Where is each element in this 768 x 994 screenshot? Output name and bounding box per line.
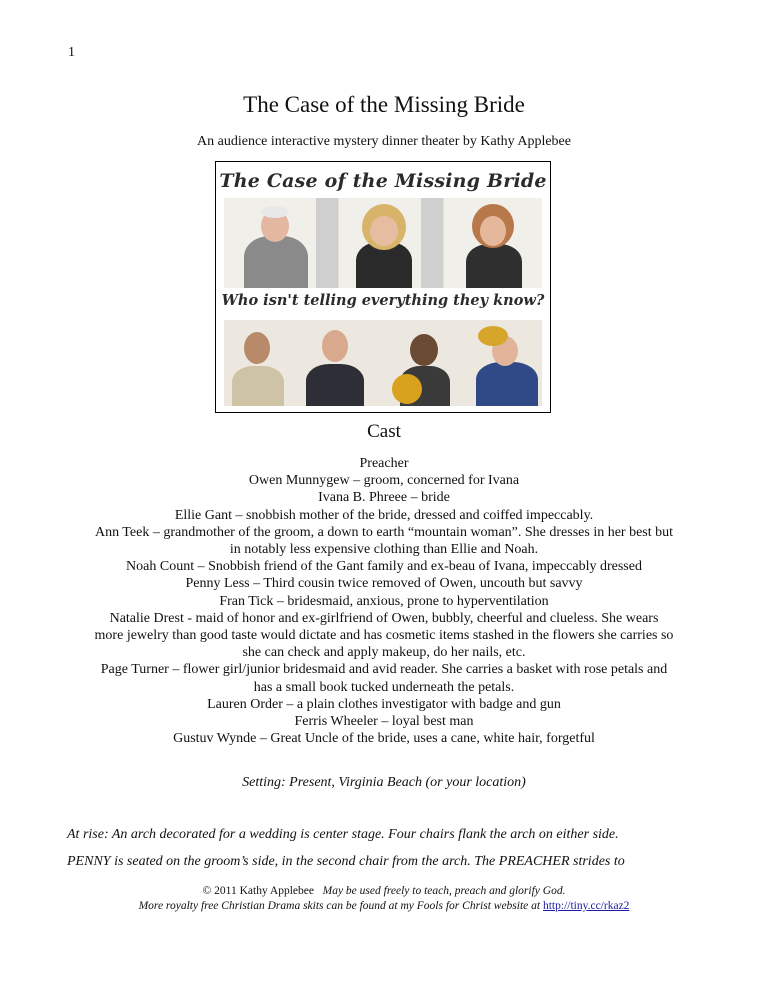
cast-line: Noah Count – Snobbish friend of the Gant family and ex-beau of Ivana, impeccably dressed	[126, 559, 642, 575]
cast-photo-woman-flowers	[392, 330, 458, 406]
cast-line: Page Turner – flower girl/junior bridesmaid and avid reader. She carries a basket with rose petals and	[100, 662, 668, 678]
at-rise-line-2: PENNY is seated on the groom’s side, in the second chair from the arch. The PREACHER strides to	[67, 854, 625, 869]
cast-line: Ivana B. Phreee – bride	[318, 490, 450, 506]
cast-photo-bride	[344, 204, 424, 288]
cast-line: Lauren Order – a plain clothes investigator with badge and gun	[207, 696, 561, 712]
cast-photo-preacher	[236, 206, 316, 288]
footer-website-link[interactable]: http://tiny.cc/rkaz2	[542, 900, 630, 912]
cast-photo-woman	[456, 204, 532, 288]
cast-photo-woman-hat	[470, 326, 542, 406]
setting-line: Setting: Present, Virginia Beach (or your location)	[242, 775, 526, 790]
footer-copyright-text: © 2011 Kathy Applebee	[202, 885, 314, 897]
cast-line: she can check and apply makeup, do her nails, etc.	[242, 645, 526, 661]
cast-heading: Cast	[367, 421, 401, 442]
page-number: 1	[68, 45, 75, 60]
cast-line: Natalie Drest - maid of honor and ex-girlfriend of Owen, bubbly, cheerful and clueless. She wears	[109, 610, 659, 626]
cast-line: Ellie Gant – snobbish mother of the bride, dressed and coiffed impeccably.	[174, 507, 594, 523]
cast-line: Owen Munnygew – groom, concerned for Ivana	[248, 473, 520, 489]
page-subtitle: An audience interactive mystery dinner theater by Kathy Applebee	[197, 134, 571, 149]
cast-line: Gustuv Wynde – Great Uncle of the bride, uses a cane, white hair, forgetful	[173, 731, 595, 747]
footer-usage-text: May be used freely to teach, preach and glorify God.	[322, 885, 566, 897]
at-rise-line-1: At rise: An arch decorated for a wedding is center stage. Four chairs flank the arch on either side.	[67, 827, 619, 842]
footer-more	[0, 900, 768, 912]
footer-copyright	[0, 885, 768, 897]
cast-line: more jewelry than good taste would dictate and has cosmetic items stashed in the flowers she carries so	[94, 628, 674, 644]
cast-line: has a small book tucked underneath the petals.	[253, 679, 515, 695]
cast-line: Preacher	[359, 456, 409, 471]
cast-line: Penny Less – Third cousin twice removed of Owen, uncouth but savvy	[185, 576, 583, 592]
poster-title: The Case of the Missing Bride	[219, 170, 547, 192]
cast-line: Fran Tick – bridesmaid, anxious, prone to hyperventilation	[219, 593, 549, 609]
poster-image	[215, 161, 551, 413]
poster-photo-strip-bottom	[224, 320, 542, 406]
cast-list	[0, 455, 768, 747]
footer-more-text: More royalty free Christian Drama skits can be found at my Fools for Christ website at	[138, 900, 541, 912]
page-title: The Case of the Missing Bride	[243, 92, 525, 117]
cast-photo-man-2	[302, 328, 368, 406]
poster-tagline: Who isn't telling everything they know?	[221, 292, 545, 309]
poster-photo-strip-top	[224, 198, 542, 288]
cast-line: Ann Teek – grandmother of the groom, a down to earth “mountain woman”. She dresses in her best but	[94, 524, 674, 540]
cast-line: Ferris Wheeler – loyal best man	[294, 714, 474, 730]
cast-line: in notably less expensive clothing than Ellie and Noah.	[229, 542, 539, 558]
cast-photo-man-1	[228, 330, 288, 406]
